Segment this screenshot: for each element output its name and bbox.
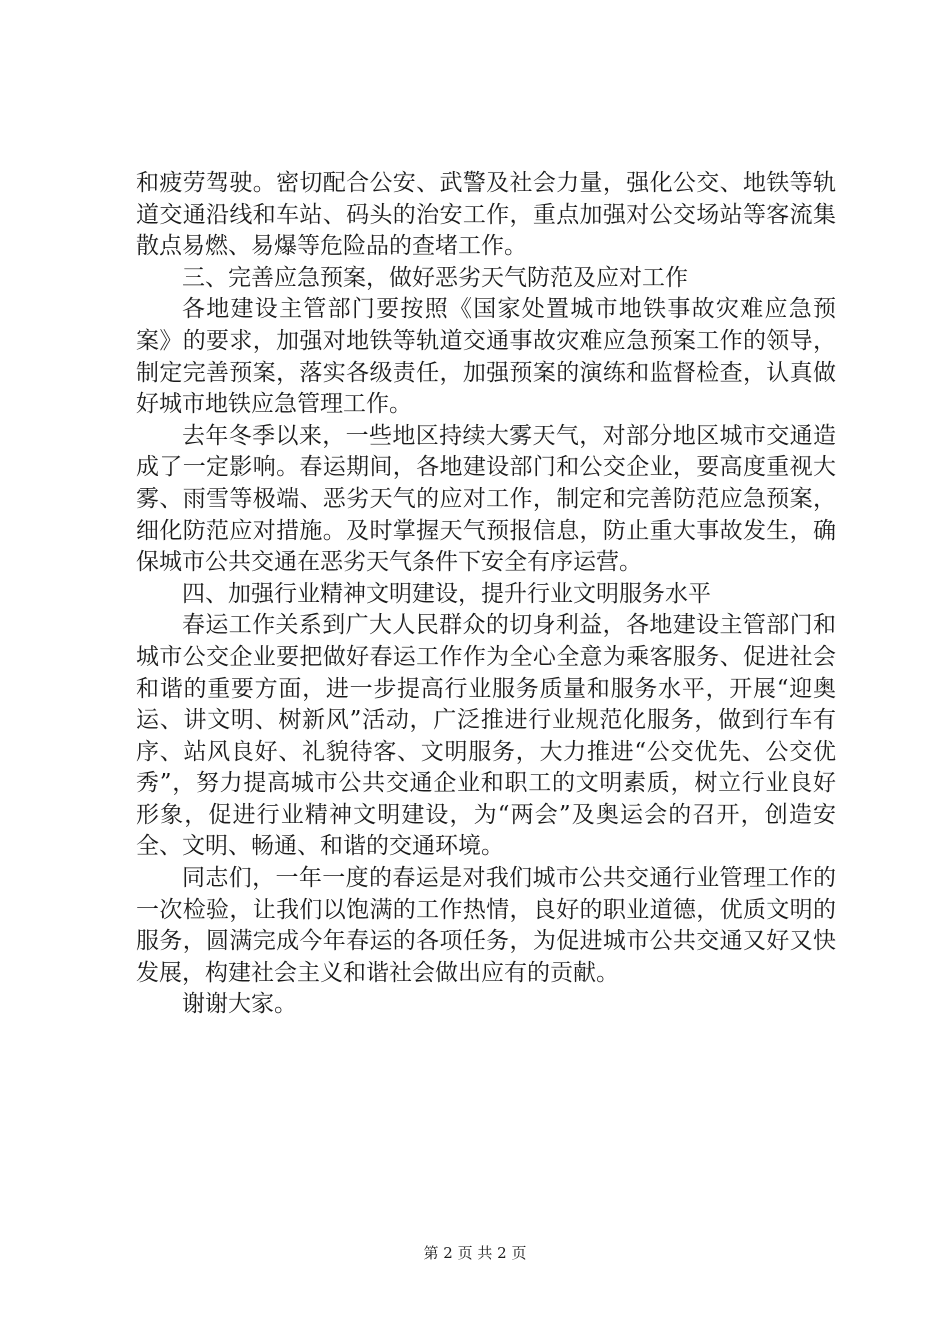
section-heading-3: 三、完善应急预案，做好恶劣天气防范及应对工作 [182, 264, 688, 291]
paragraph-1: 和疲劳驾驶。密切配合公安、武警及社会力量，强化公交、地铁等轨道交通沿线和车站、码头的治安工作，重点加强对公交场站等客流集散点易燃、易爆等危险品的查堵工作。 [136, 170, 836, 260]
paragraph-3: 去年冬季以来，一些地区持续大雾天气，对部分地区城市交通造成了一定影响。春运期间，各地建设部门和公交企业，要高度重视大雾、雨雪等极端、恶劣天气的应对工作，制定和完善防范应急预案，细化防范应对措施。及时掌握天气预报信息，防止重大事故发生，确保城市公共交通在恶劣天气条件下安全有序运营。 [136, 422, 836, 576]
paragraph-5: 同志们，一年一度的春运是对我们城市公共交通行业管理工作的一次检验，让我们以饱满的工作热情，良好的职业道德，优质文明的服务，圆满完成今年春运的各项任务，为促进城市公共交通又好又快发展，构建社会主义和谐社会做出应有的贡献。 [136, 865, 836, 986]
page-number-footer: 第 2 页 共 2 页 [423, 1244, 527, 1262]
paragraph-4: 春运工作关系到广大人民群众的切身利益，各地建设主管部门和城市公交企业要把做好春运工作作为全心全意为乘客服务、促进社会和谐的重要方面，进一步提高行业服务质量和服务水平，开展“迎奥运、讲文明、树新风”活动，广泛推进行业规范化服务，做到行车有序、站风良好、礼貌待客、文明服务，大力推进“公交优先、公交优秀”，努力提高城市公共交通企业和职工的文明素质，树立行业良好形象，促进行业精神文明建设，为“两会”及奥运会的召开，创造安全、文明、畅通、和谐的交通环境。 [136, 612, 836, 860]
document-body [136, 168, 836, 1021]
paragraph-2: 各地建设主管部门要按照《国家处置城市地铁事故灾难应急预案》的要求，加强对地铁等轨道交通事故灾难应急预案工作的领导，制定完善预案，落实各级责任，加强预案的演练和监督检查，认真做好城市地铁应急管理工作。 [136, 296, 836, 418]
closing-line: 谢谢大家。 [182, 991, 297, 1018]
section-heading-4: 四、加强行业精神文明建设，提升行业文明服务水平 [182, 580, 711, 607]
